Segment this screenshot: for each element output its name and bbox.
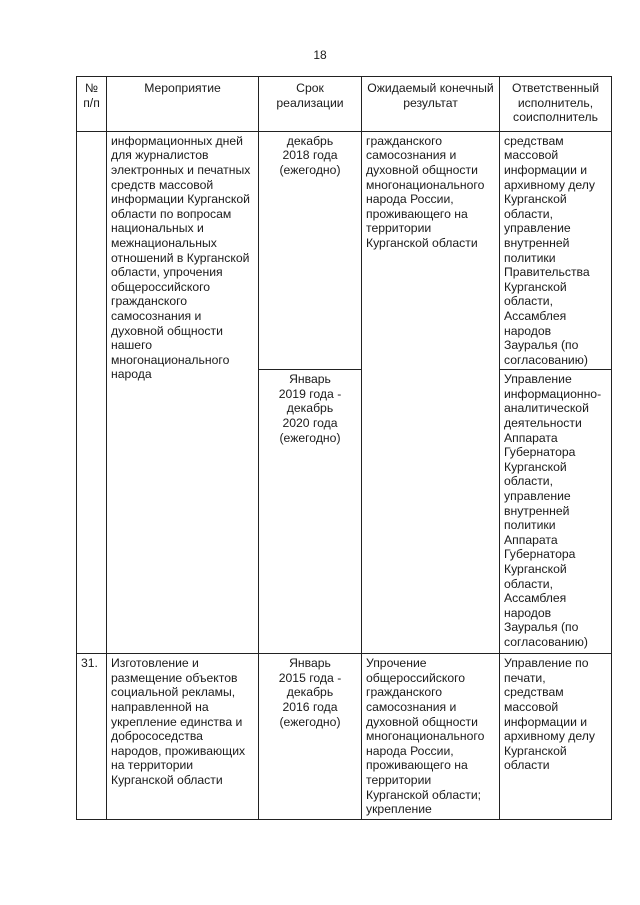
header-event: Мероприятие bbox=[107, 77, 259, 132]
term-cell: Январь 2015 года - декабрь 2016 года (ежегодно) bbox=[259, 654, 362, 820]
events-plan-table bbox=[76, 76, 612, 820]
row-number-cell: 31. bbox=[77, 654, 107, 820]
responsible-cell: Управление информационно- аналитической деятельности Аппарата Губернатора Курганской области, управление внутренней политики Аппарата Губернатора Курганской области, Ассамблея народов Зауралья (по согласованию) bbox=[500, 370, 612, 654]
term-cell: Январь 2019 года - декабрь 2020 года (ежегодно) bbox=[259, 370, 362, 654]
row-number-cell bbox=[77, 131, 107, 654]
header-result: Ожидаемый конечный результат bbox=[362, 77, 500, 132]
table-row bbox=[77, 131, 612, 370]
header-term: Срок реализации bbox=[259, 77, 362, 132]
event-cell: информационных дней для журналистов электронных и печатных средств массовой информации Курганской области по вопросам национальных и межнациональных отношений в Курганской области, упрочения общероссийского гражданского самосознания и духовной общности нашего многонационального народа bbox=[107, 131, 259, 654]
page-number: 18 bbox=[313, 48, 327, 62]
header-responsible: Ответственный исполнитель, соисполнитель bbox=[500, 77, 612, 132]
result-cell: гражданского самосознания и духовной общности многонационального народа России, проживающего на территории Курганской области bbox=[362, 131, 500, 654]
event-cell: Изготовление и размещение объектов социальной рекламы, направленной на укрепление единства и добрососедства народов, проживающих на территории Курганской области bbox=[107, 654, 259, 820]
responsible-cell: средствам массовой информации и архивному делу Курганской области, управление внутренней политики Правительства Курганской области, Ассамблея народов Зауралья (по согласованию) bbox=[500, 131, 612, 370]
table-row bbox=[77, 654, 612, 820]
header-number: № п/п bbox=[77, 77, 107, 132]
responsible-cell: Управление по печати, средствам массовой информации и архивному делу Курганской области bbox=[500, 654, 612, 820]
result-cell: Упрочение общероссийского гражданского самосознания и духовной общности многонационального народа России, проживающего на территории Курганской области; укрепление bbox=[362, 654, 500, 820]
term-cell: декабрь 2018 года (ежегодно) bbox=[259, 131, 362, 370]
table-header-row bbox=[77, 77, 612, 132]
